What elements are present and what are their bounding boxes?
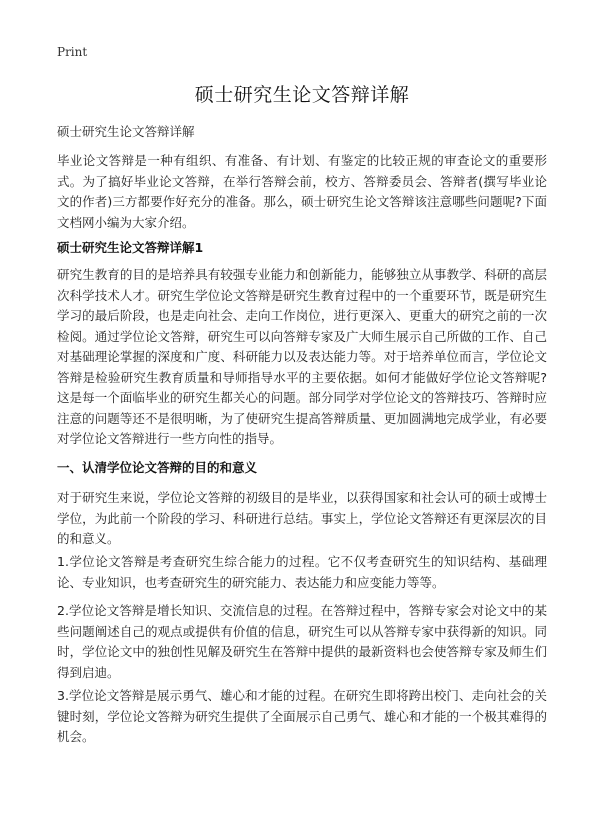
body-paragraph-2: 对于研究生来说，学位论文答辩的初级目的是毕业，以获得国家和社会认可的硕士或博士学位，为此前一个阶段的学习、科研进行总结。事实上，学位论文答辩还有更深层次的目的和意义。 <box>57 490 547 546</box>
list-item-3: 3.学位论文答辩是展示勇气、雄心和才能的过程。在研究生即将跨出校门、走向社会的关键时刻，学位论文答辩为研究生提供了全面展示自己勇气、雄心和才能的一个极其难得的机会。 <box>57 688 547 744</box>
list-item-1: 1.学位论文答辩是考查研究生综合能力的过程。它不仅考查研究生的知识结构、基础理论、专业知识，也考查研究生的研究能力、表达能力和应变能力等等。 <box>57 554 547 590</box>
print-label[interactable]: Print <box>57 45 88 59</box>
document-subtitle: 硕士研究生论文答辩详解 <box>57 124 195 139</box>
list-item-2: 2.学位论文答辩是增长知识、交流信息的过程。在答辩过程中，答辩专家会对论文中的某些问题阐述自己的观点或提供有价值的信息，研究生可以从答辩专家中获得新的知识。同时，学位论文中的独创性见解及研究生在答辩中提供的最新资料也会使答辩专家及师生们得到启迪。 <box>57 603 547 680</box>
detail-heading: 硕士研究生论文答辩详解1 <box>57 240 204 255</box>
page-title: 硕士研究生论文答辩详解 <box>194 84 410 106</box>
intro-paragraph: 毕业论文答辩是一种有组织、有准备、有计划、有鉴定的比较正规的审查论文的重要形式。为了搞好毕业论文答辩，在举行答辩会前，校方、答辩委员会、答辩者(撰写毕业论文的作者)三方都要作好充分的准备。那么，硕士研究生论文答辩该注意哪些问题呢?下面文档网小编为大家介绍。 <box>57 153 547 230</box>
body-paragraph-1: 研究生教育的目的是培养具有较强专业能力和创新能力，能够独立从事教学、科研的高层次科学技术人才。研究生学位论文答辩是研究生教育过程中的一个重要环节，既是研究生学习的最后阶段，也是走向社会、走向工作岗位，进行更深入、更重大的研究之前的一次检阅。通过学位论文答辩，研究生可以向答辩专家及广大师生展示自己所做的工作、自己对基础理论掌握的深度和广度、科研能力以及表达能力等。对于培养单位而言，学位论文答辩是检验研究生教育质量和导师指导水平的主要依据。如何才能做好学位论文答辩呢?这是每一个面临毕业的研究生都关心的问题。部分同学对学位论文的答辩技巧、答辩时应注意的问题等还不是很明晰，为了使研究生提高答辩质量、更加圆满地完成学业，有必要对学位论文答辩进行一些方向性的指导。 <box>57 267 547 446</box>
section-heading-1: 一、认清学位论文答辩的目的和意义 <box>57 460 258 475</box>
